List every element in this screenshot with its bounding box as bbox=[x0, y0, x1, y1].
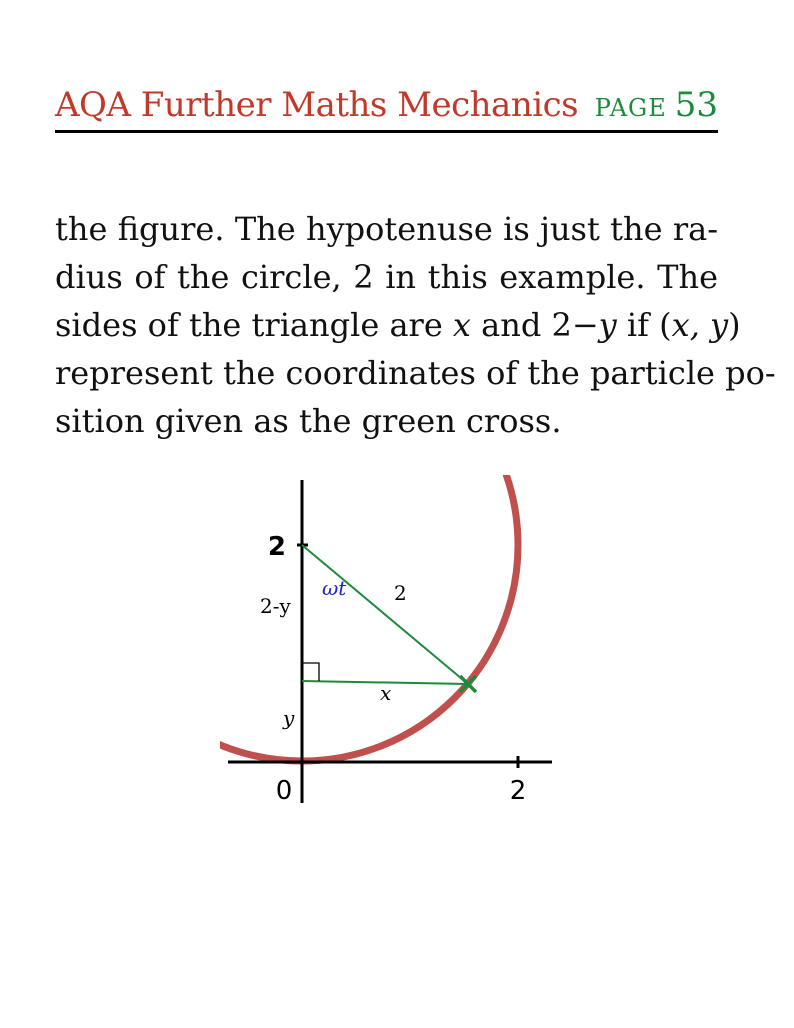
header-title: AQA Further Maths Mechanics bbox=[55, 85, 579, 125]
text-fragment: if ( bbox=[616, 306, 672, 344]
y-tick-label: 2 bbox=[267, 532, 286, 562]
page-header bbox=[55, 82, 718, 133]
body-paragraph bbox=[55, 205, 776, 445]
x-tick-label: 2 bbox=[509, 776, 527, 806]
circle-motion-figure bbox=[220, 475, 560, 815]
right-angle-mark bbox=[302, 663, 319, 681]
base-label: x bbox=[380, 681, 392, 705]
side-label-top: 2-y bbox=[260, 594, 291, 618]
math-x: x bbox=[452, 306, 471, 344]
text-fragment: and 2− bbox=[470, 306, 599, 344]
page-number: 53 bbox=[674, 85, 718, 125]
math-y: y bbox=[598, 306, 617, 344]
paragraph-line-2: dius of the circle, 2 in this example. The bbox=[55, 258, 718, 296]
header-page-indicator bbox=[595, 82, 718, 134]
hypotenuse-line bbox=[302, 545, 468, 684]
paragraph-line-1: the figure. The hypotenuse is just the ra- bbox=[55, 210, 718, 248]
paragraph-line-5: sition given as the green cross. bbox=[55, 402, 562, 440]
math-xy: x, y bbox=[671, 306, 729, 344]
origin-label: 0 bbox=[275, 776, 293, 806]
hypotenuse-label: 2 bbox=[394, 581, 407, 605]
paragraph-line-4: represent the coordinates of the particle po- bbox=[55, 354, 776, 392]
figure-svg bbox=[220, 475, 560, 815]
text-fragment: sides of the triangle are bbox=[55, 306, 453, 344]
paragraph-line-3 bbox=[55, 301, 741, 349]
circle-path bbox=[220, 475, 518, 761]
page-word: PAGE bbox=[594, 94, 667, 122]
side-label-bottom: y bbox=[283, 706, 295, 730]
text-fragment: ) bbox=[728, 306, 741, 344]
angle-label: ωt bbox=[322, 576, 347, 600]
